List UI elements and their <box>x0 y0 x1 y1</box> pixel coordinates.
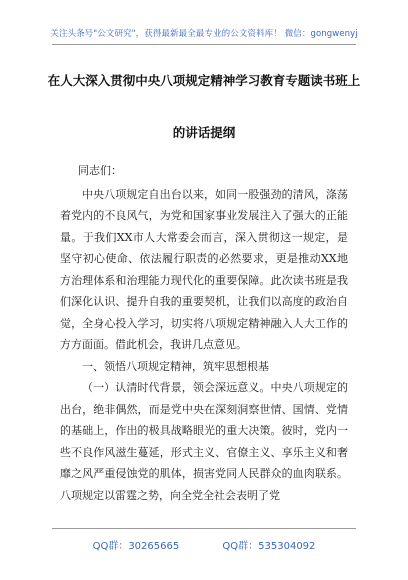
document-title-line-2: 的讲话提纲 <box>172 125 236 140</box>
paragraph-intro: 中央八项规定自出台以来，如同一股强劲的清风，涤荡着党内的不良风气，为党和国家事业发展注入了强大的正能量。于我们XX市人大常委会而言，深入贯彻这一规定，是坚守初心使命、依法履行职责的必然要求，更是推动XX地方治理体系和治理能力现代化的重要保障。此次读书班是我们深化认识、提升自我的重要契机，让我们以高度的政治自觉，全身心投入学习，切实将八项规定精神融入人大工作的方方面面。借此机会，我讲几点意见。 <box>60 187 348 351</box>
section-heading: 一、领悟八项规定精神，筑牢思想根基 <box>82 359 269 373</box>
footer <box>0 537 408 552</box>
footer-divider <box>52 528 356 529</box>
footer-qq-group-2: QQ群：535304092 <box>222 541 316 552</box>
header-divider <box>52 44 356 45</box>
paragraph-subsection-1: （一）认清时代背景，领会深远意义。中央八项规定的出台，绝非偶然，而是党中央在深刻洞察世情、国情、党情的基础上，作出的极具战略眼光的重大决策。彼时，党内一些不良作风滋生蔓延，形式主义、官僚主义、享乐主义和奢靡之风严重侵蚀党的肌体，损害党同人民群众的血肉联系。八项规定以雷霆之势，向全党全社会表明了党 <box>60 381 348 502</box>
salutation: 同志们： <box>78 164 122 177</box>
footer-qq-group-1: QQ群：30265665 <box>92 541 180 552</box>
document-body <box>60 160 348 506</box>
document-title-line-1: 在人大深入贯彻中央八项规定精神学习教育专题读书班上 <box>47 73 361 88</box>
header-banner: 关注头条号"公文研究"，获得最新最全最专业的公文资料库！ 微信：gongwenyj <box>50 29 358 39</box>
